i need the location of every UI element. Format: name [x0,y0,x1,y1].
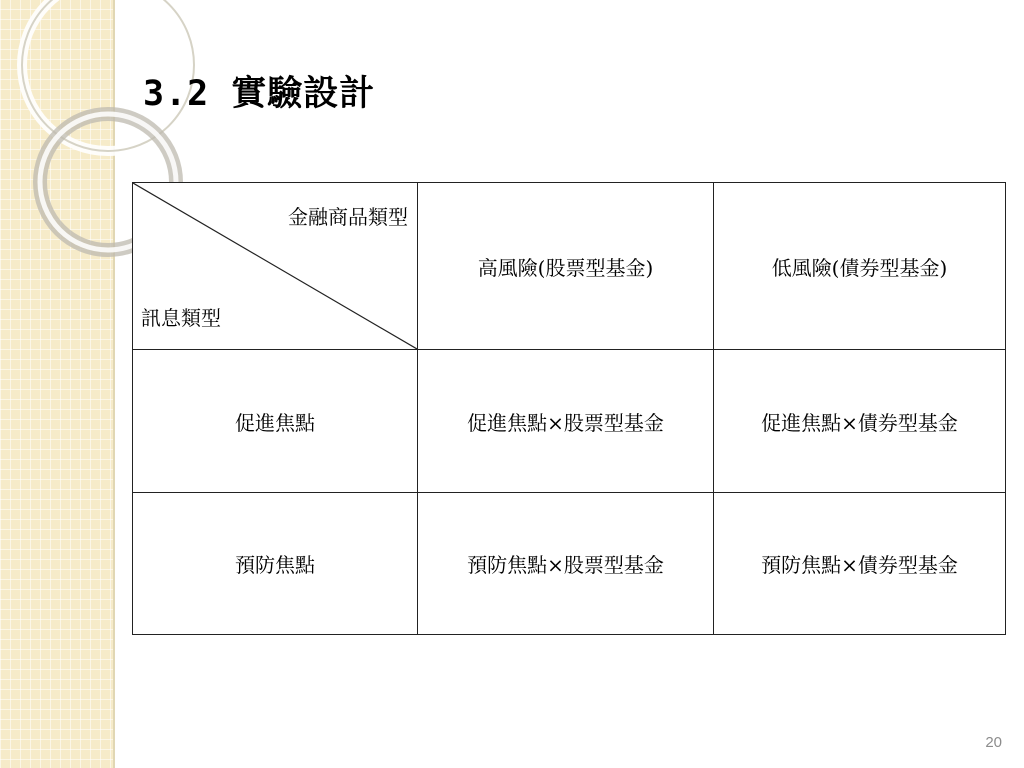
slide-title: 3.2 實驗設計 [143,74,376,114]
table-cell: 預防焦點×債券型基金 [714,493,1006,635]
experiment-design-table [132,182,1006,635]
page-number: 20 [985,734,1002,751]
table-row [133,493,1006,635]
table-header-row [133,183,1006,350]
corner-row-label: 訊息類型 [141,306,221,330]
table-cell: 預防焦點×股票型基金 [418,493,714,635]
row-label-prevention: 預防焦點 [133,493,418,635]
table-cell: 促進焦點×股票型基金 [418,350,714,493]
column-header-low-risk: 低風險(債券型基金) [714,183,1006,350]
row-label-promotion: 促進焦點 [133,350,418,493]
table-corner-cell [133,183,418,350]
corner-column-label: 金融商品類型 [288,205,408,229]
table-row [133,350,1006,493]
table-cell: 促進焦點×債券型基金 [714,350,1006,493]
column-header-high-risk: 高風險(股票型基金) [418,183,714,350]
